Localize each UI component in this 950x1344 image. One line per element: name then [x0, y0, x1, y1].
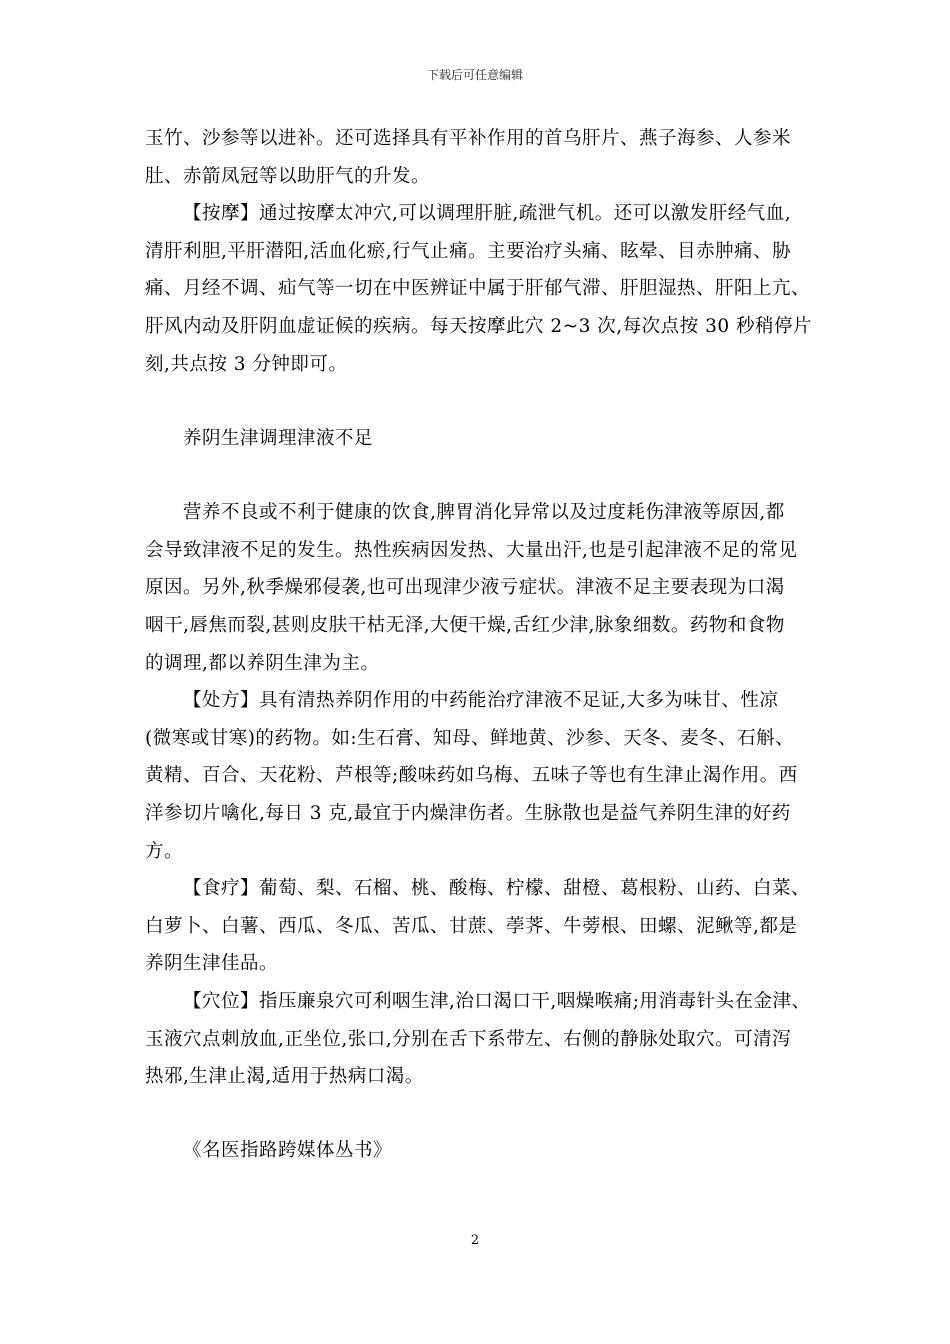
- text-line: 【处方】具有清热养阴作用的中药能治疗津液不足证,大多为味甘、性凉: [183, 690, 779, 711]
- text-line: 【穴位】指压廉泉穴可利咽生津,治口渴口干,咽燥喉痛;用消毒针头在金津、: [183, 991, 811, 1012]
- text-line: 黄精、百合、天花粉、芦根等;酸味药如乌梅、五味子等也有生津止渴作用。西: [145, 765, 798, 787]
- section-title: 养阴生津调理津液不足: [183, 428, 374, 449]
- text-line: 肝风内动及肝阴血虚证候的疾病。每天按摩此穴 2~3 次,每次点按 30 秒稍停片: [145, 316, 812, 338]
- paragraph-tonic-foods: [145, 120, 810, 195]
- text-line: 的调理,都以养阴生津为主。: [145, 652, 380, 674]
- source-citation: 《名医指路跨媒体丛书》: [183, 1140, 393, 1161]
- text-line: 白萝卜、白薯、西瓜、冬瓜、苦瓜、甘蔗、荸荠、牛蒡根、田螺、泥鳅等,都是: [145, 915, 798, 937]
- paragraph-massage: [145, 195, 810, 384]
- paragraph-fluid-deficiency: [145, 494, 810, 683]
- text-line: 咽干,唇焦而裂,甚则皮肤干枯无泽,大便干燥,舌红少津,脉象细数。药物和食物: [145, 615, 785, 637]
- text-line: 原因。另外,秋季燥邪侵袭,也可出现津少液亏症状。津液不足主要表现为口渴: [145, 577, 785, 599]
- text-line: 养阴生津佳品。: [145, 953, 279, 975]
- text-line: 刻,共点按 3 分钟即可。: [145, 353, 348, 375]
- text-line: 方。: [145, 840, 184, 862]
- text-line: (微寒或甘寒)的药物。如:生石膏、知母、鲜地黄、沙参、天冬、麦冬、石斛、: [145, 727, 795, 749]
- text-line: 肚、赤箭凤冠等以助肝气的升发。: [145, 165, 431, 187]
- text-line: 清肝利胆,平肝潜阳,活血化瘀,行气止痛。主要治疗头痛、眩晕、目赤肿痛、胁: [145, 240, 792, 262]
- text-line: 营养不良或不利于健康的饮食,脾胃消化异常以及过度耗伤津液等原因,都: [183, 502, 785, 523]
- paragraph-diet-therapy: [145, 870, 810, 983]
- text-line: 洋参切片噙化,每日 3 克,最宜于内燥津伤者。生脉散也是益气养阴生津的好药: [145, 803, 791, 825]
- text-line: 玉竹、沙参等以进补。还可选择具有平补作用的首乌肝片、燕子海参、人参米: [145, 128, 792, 149]
- page-number: 2: [470, 1233, 480, 1248]
- paragraph-acupoints: [145, 983, 810, 1096]
- text-line: 【食疗】葡萄、梨、石榴、桃、酸梅、柠檬、甜橙、葛根粉、山药、白菜、: [183, 878, 811, 899]
- paragraph-prescription: [145, 682, 810, 871]
- page-header: 下载后可任意编辑: [426, 68, 523, 82]
- text-line: 会导致津液不足的发生。热性疾病因发热、大量出汗,也是引起津液不足的常见: [145, 539, 798, 561]
- text-line: 痛、月经不调、疝气等一切在中医辨证中属于肝郁气滞、肝胆湿热、肝阳上亢、: [145, 278, 811, 300]
- text-line: 【按摩】通过按摩太冲穴,可以调理肝脏,疏泄气机。还可以激发肝经气血,: [183, 203, 792, 224]
- text-line: 热邪,生津止渴,适用于热病口渴。: [145, 1066, 424, 1088]
- text-line: 玉液穴点刺放血,正坐位,张口,分别在舌下系带左、右侧的静脉处取穴。可清泻: [145, 1028, 792, 1050]
